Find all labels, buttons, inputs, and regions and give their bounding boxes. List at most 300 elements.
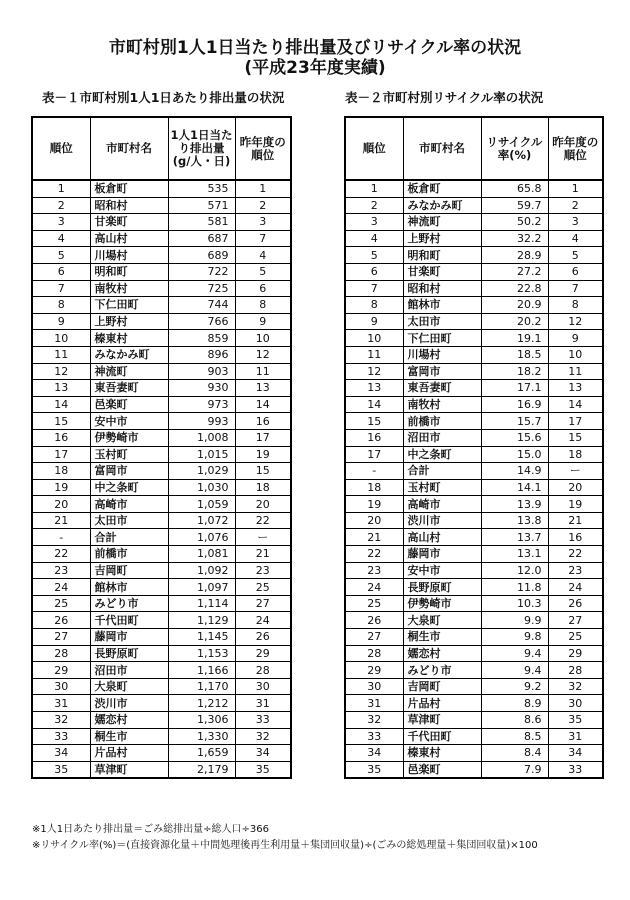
- cell-prev-rank: 24: [548, 579, 603, 596]
- cell-prev-rank: 34: [548, 745, 603, 762]
- cell-municipality: 伊勢崎市: [403, 595, 481, 612]
- cell-prev-rank: 32: [548, 678, 603, 695]
- cell-municipality: 合計: [403, 463, 481, 480]
- cell-municipality: 片品村: [90, 745, 168, 762]
- cell-prev-rank: 26: [548, 595, 603, 612]
- cell-prev-rank: 14: [548, 396, 603, 413]
- cell-prev-rank: 5: [548, 247, 603, 264]
- cell-rank: 22: [345, 546, 403, 563]
- cell-rank: 33: [345, 728, 403, 745]
- cell-municipality: 千代田町: [90, 612, 168, 629]
- cell-rank: 28: [32, 645, 90, 662]
- cell-prev-rank: 24: [235, 612, 291, 629]
- page-subtitle: (平成23年度実績): [244, 58, 386, 78]
- table-row: [345, 546, 603, 563]
- cell-value: 1,029: [168, 463, 235, 480]
- table-row: [32, 247, 291, 264]
- cell-municipality: 邑楽町: [403, 761, 481, 778]
- table-row: [345, 579, 603, 596]
- cell-prev-rank: 14: [235, 396, 291, 413]
- cell-prev-rank: 17: [235, 429, 291, 446]
- cell-rank: -: [345, 463, 403, 480]
- cell-value: 13.9: [481, 496, 548, 513]
- cell-rank: 19: [345, 496, 403, 513]
- table-row: [32, 512, 291, 529]
- cell-prev-rank: 10: [235, 330, 291, 347]
- cell-municipality: 藤岡市: [90, 629, 168, 646]
- cell-municipality: 下仁田町: [403, 330, 481, 347]
- cell-prev-rank: 28: [548, 662, 603, 679]
- cell-municipality: 甘楽町: [403, 263, 481, 280]
- table-row: [32, 712, 291, 729]
- cell-municipality: 榛東村: [90, 330, 168, 347]
- cell-municipality: 桐生市: [403, 629, 481, 646]
- cell-value: 8.9: [481, 695, 548, 712]
- cell-value: 10.3: [481, 595, 548, 612]
- table-row: [345, 330, 603, 347]
- header-municipality: 市町村名: [403, 117, 481, 180]
- cell-rank: 2: [345, 197, 403, 214]
- table-row: [32, 363, 291, 380]
- cell-value: 689: [168, 247, 235, 264]
- cell-prev-rank: 12: [235, 346, 291, 363]
- cell-rank: 30: [32, 678, 90, 695]
- cell-value: 722: [168, 263, 235, 280]
- table-row: [345, 297, 603, 314]
- cell-value: 930: [168, 380, 235, 397]
- cell-prev-rank: 17: [548, 413, 603, 430]
- cell-value: 1,081: [168, 546, 235, 563]
- table-row: [345, 479, 603, 496]
- table-row: [32, 695, 291, 712]
- cell-rank: 23: [32, 562, 90, 579]
- cell-rank: 33: [32, 728, 90, 745]
- table-row: [345, 662, 603, 679]
- cell-prev-rank: 20: [235, 496, 291, 513]
- cell-value: 14.9: [481, 463, 548, 480]
- cell-municipality: 板倉町: [90, 180, 168, 197]
- cell-prev-rank: 16: [235, 413, 291, 430]
- cell-rank: 9: [345, 313, 403, 330]
- cell-prev-rank: 33: [235, 712, 291, 729]
- cell-prev-rank: 26: [235, 629, 291, 646]
- cell-municipality: 嬬恋村: [403, 645, 481, 662]
- table-row: [32, 612, 291, 629]
- cell-prev-rank: 9: [548, 330, 603, 347]
- table-row: [345, 463, 603, 480]
- footnotes: [32, 822, 538, 854]
- cell-rank: 24: [345, 579, 403, 596]
- table-row: [345, 712, 603, 729]
- cell-prev-rank: 18: [235, 479, 291, 496]
- recycling-table: [344, 116, 604, 779]
- table-row: [345, 512, 603, 529]
- cell-value: 1,030: [168, 479, 235, 496]
- cell-municipality: 渋川市: [403, 512, 481, 529]
- cell-rank: 16: [345, 429, 403, 446]
- cell-municipality: 甘楽町: [90, 214, 168, 231]
- cell-rank: 17: [32, 446, 90, 463]
- table-row: [345, 363, 603, 380]
- cell-prev-rank: 25: [235, 579, 291, 596]
- cell-rank: 3: [32, 214, 90, 231]
- table-row: [32, 745, 291, 762]
- cell-value: 28.9: [481, 247, 548, 264]
- cell-rank: 24: [32, 579, 90, 596]
- cell-prev-rank: 10: [548, 346, 603, 363]
- cell-value: 687: [168, 230, 235, 247]
- cell-prev-rank: 21: [548, 512, 603, 529]
- cell-value: 1,059: [168, 496, 235, 513]
- cell-rank: 8: [345, 297, 403, 314]
- cell-rank: 27: [345, 629, 403, 646]
- cell-rank: 5: [345, 247, 403, 264]
- cell-municipality: 昭和村: [403, 280, 481, 297]
- table-row: [345, 180, 603, 197]
- cell-value: 766: [168, 313, 235, 330]
- footnote-emission-formula: ※1人1日あたり排出量＝ごみ総排出量÷総人口÷366: [32, 824, 269, 835]
- table1-caption: 表－１市町村別1人1日あたり排出量の状況: [42, 90, 285, 105]
- cell-value: 12.0: [481, 562, 548, 579]
- cell-prev-rank: 31: [548, 728, 603, 745]
- table-row: [32, 280, 291, 297]
- cell-municipality: 川場村: [403, 346, 481, 363]
- cell-rank: 20: [32, 496, 90, 513]
- cell-municipality: 大泉町: [403, 612, 481, 629]
- cell-municipality: 玉村町: [403, 479, 481, 496]
- cell-municipality: 安中市: [90, 413, 168, 430]
- cell-municipality: 藤岡市: [403, 546, 481, 563]
- cell-prev-rank: 7: [235, 230, 291, 247]
- cell-municipality: 高山村: [403, 529, 481, 546]
- cell-rank: 11: [345, 346, 403, 363]
- cell-municipality: 榛東村: [403, 745, 481, 762]
- cell-value: 8.6: [481, 712, 548, 729]
- cell-rank: 9: [32, 313, 90, 330]
- cell-value: 1,072: [168, 512, 235, 529]
- cell-rank: 3: [345, 214, 403, 231]
- cell-rank: 21: [345, 529, 403, 546]
- table-row: [345, 695, 603, 712]
- cell-prev-rank: 20: [548, 479, 603, 496]
- cell-municipality: 神流町: [403, 214, 481, 231]
- cell-value: 9.4: [481, 645, 548, 662]
- header-rank: 順位: [32, 117, 90, 180]
- cell-prev-rank: 4: [548, 230, 603, 247]
- cell-value: 9.2: [481, 678, 548, 695]
- cell-value: 1,129: [168, 612, 235, 629]
- cell-municipality: 吉岡町: [90, 562, 168, 579]
- cell-value: 27.2: [481, 263, 548, 280]
- cell-value: 993: [168, 413, 235, 430]
- table-row: [32, 214, 291, 231]
- cell-value: 1,659: [168, 745, 235, 762]
- cell-value: 1,166: [168, 662, 235, 679]
- cell-rank: 32: [345, 712, 403, 729]
- cell-municipality: 太田市: [403, 313, 481, 330]
- cell-municipality: 前橋市: [90, 546, 168, 563]
- cell-prev-rank: 30: [235, 678, 291, 695]
- cell-value: 8.5: [481, 728, 548, 745]
- table-row: [345, 280, 603, 297]
- cell-municipality: みどり市: [90, 595, 168, 612]
- cell-prev-rank: 15: [548, 429, 603, 446]
- cell-prev-rank: 9: [235, 313, 291, 330]
- cell-prev-rank: 3: [548, 214, 603, 231]
- table-header-row: [345, 117, 603, 180]
- table-row: [32, 629, 291, 646]
- table-row: [345, 678, 603, 695]
- table-row: [32, 562, 291, 579]
- cell-prev-rank: 18: [548, 446, 603, 463]
- cell-rank: 29: [345, 662, 403, 679]
- cell-municipality: みなかみ町: [90, 346, 168, 363]
- cell-value: 14.1: [481, 479, 548, 496]
- cell-value: 725: [168, 280, 235, 297]
- cell-rank: 16: [32, 429, 90, 446]
- cell-value: 9.4: [481, 662, 548, 679]
- cell-rank: 35: [345, 761, 403, 778]
- cell-value: 9.8: [481, 629, 548, 646]
- cell-rank: 10: [345, 330, 403, 347]
- cell-rank: 6: [32, 263, 90, 280]
- cell-municipality: 中之条町: [90, 479, 168, 496]
- cell-value: 1,330: [168, 728, 235, 745]
- cell-value: 17.1: [481, 380, 548, 397]
- page-title: 市町村別1人1日当たり排出量及びリサイクル率の状況: [108, 38, 522, 58]
- table-row: [345, 529, 603, 546]
- cell-prev-rank: 4: [235, 247, 291, 264]
- cell-rank: 1: [345, 180, 403, 197]
- cell-rank: 18: [345, 479, 403, 496]
- cell-municipality: 昭和村: [90, 197, 168, 214]
- cell-rank: 6: [345, 263, 403, 280]
- cell-value: 1,212: [168, 695, 235, 712]
- table-row: [345, 761, 603, 778]
- cell-rank: 19: [32, 479, 90, 496]
- cell-prev-rank: 7: [548, 280, 603, 297]
- cell-rank: 30: [345, 678, 403, 695]
- cell-rank: 13: [345, 380, 403, 397]
- cell-municipality: 嬬恋村: [90, 712, 168, 729]
- cell-prev-rank: 11: [235, 363, 291, 380]
- cell-value: 20.2: [481, 313, 548, 330]
- cell-rank: 29: [32, 662, 90, 679]
- cell-value: 65.8: [481, 180, 548, 197]
- cell-prev-rank: 2: [548, 197, 603, 214]
- table-row: [345, 446, 603, 463]
- table-row: [32, 429, 291, 446]
- cell-prev-rank: 1: [235, 180, 291, 197]
- cell-municipality: 伊勢崎市: [90, 429, 168, 446]
- table-row: [345, 496, 603, 513]
- table-header-row: [32, 117, 291, 180]
- cell-value: 896: [168, 346, 235, 363]
- cell-prev-rank: 1: [548, 180, 603, 197]
- cell-prev-rank: 5: [235, 263, 291, 280]
- cell-municipality: 上野村: [90, 313, 168, 330]
- footnote-recycling-formula: ※リサイクル率(%)＝(直接資源化量＋中間処理後再生利用量＋集団回収量)÷(ごみの総処理量＋集団回収量)×100: [32, 840, 538, 851]
- header-rank: 順位: [345, 117, 403, 180]
- cell-prev-rank: 12: [548, 313, 603, 330]
- table-row: [32, 180, 291, 197]
- cell-prev-rank: 13: [235, 380, 291, 397]
- table-row: [345, 562, 603, 579]
- header-prev-rank: 昨年度の順位: [548, 117, 603, 180]
- cell-value: 50.2: [481, 214, 548, 231]
- table-row: [345, 263, 603, 280]
- table-row: [32, 197, 291, 214]
- table-row: [345, 230, 603, 247]
- cell-rank: 27: [32, 629, 90, 646]
- cell-municipality: 富岡市: [403, 363, 481, 380]
- cell-rank: 13: [32, 380, 90, 397]
- cell-municipality: 南牧村: [90, 280, 168, 297]
- cell-prev-rank: 15: [235, 463, 291, 480]
- header-recycling-rate: リサイクル率(%): [481, 117, 548, 180]
- cell-value: 18.5: [481, 346, 548, 363]
- cell-prev-rank: 35: [235, 761, 291, 778]
- cell-rank: 14: [345, 396, 403, 413]
- cell-rank: 4: [345, 230, 403, 247]
- cell-value: 1,306: [168, 712, 235, 729]
- cell-rank: -: [32, 529, 90, 546]
- cell-rank: 18: [32, 463, 90, 480]
- cell-rank: 14: [32, 396, 90, 413]
- cell-prev-rank: 32: [235, 728, 291, 745]
- cell-prev-rank: 21: [235, 546, 291, 563]
- table-row: [32, 479, 291, 496]
- table-row: [32, 330, 291, 347]
- emission-table: [31, 116, 292, 779]
- cell-prev-rank: 25: [548, 629, 603, 646]
- table-row: [345, 612, 603, 629]
- cell-rank: 25: [345, 595, 403, 612]
- cell-municipality: 館林市: [403, 297, 481, 314]
- cell-prev-rank: 29: [235, 645, 291, 662]
- table-row: [345, 645, 603, 662]
- cell-value: 7.9: [481, 761, 548, 778]
- cell-municipality: 長野原町: [403, 579, 481, 596]
- cell-value: 581: [168, 214, 235, 231]
- table-row: [345, 380, 603, 397]
- table-row: [32, 446, 291, 463]
- cell-prev-rank: 28: [235, 662, 291, 679]
- cell-municipality: 安中市: [403, 562, 481, 579]
- cell-value: 22.8: [481, 280, 548, 297]
- cell-rank: 26: [32, 612, 90, 629]
- cell-value: 13.7: [481, 529, 548, 546]
- cell-municipality: 明和町: [90, 263, 168, 280]
- cell-municipality: 太田市: [90, 512, 168, 529]
- table-row: [32, 579, 291, 596]
- table-row: [32, 728, 291, 745]
- cell-value: 15.7: [481, 413, 548, 430]
- table-row: [32, 546, 291, 563]
- table-row: [345, 396, 603, 413]
- table-row: [32, 396, 291, 413]
- cell-municipality: 吉岡町: [403, 678, 481, 695]
- cell-rank: 25: [32, 595, 90, 612]
- cell-value: 11.8: [481, 579, 548, 596]
- table-row: [345, 745, 603, 762]
- cell-prev-rank: 22: [548, 546, 603, 563]
- cell-value: 13.8: [481, 512, 548, 529]
- cell-prev-rank: ー: [548, 463, 603, 480]
- cell-value: 18.2: [481, 363, 548, 380]
- table-row: [32, 761, 291, 778]
- cell-rank: 35: [32, 761, 90, 778]
- cell-municipality: 館林市: [90, 579, 168, 596]
- cell-value: 15.0: [481, 446, 548, 463]
- cell-rank: 31: [32, 695, 90, 712]
- cell-rank: 1: [32, 180, 90, 197]
- cell-municipality: 桐生市: [90, 728, 168, 745]
- cell-municipality: 沼田市: [403, 429, 481, 446]
- cell-prev-rank: ー: [235, 529, 291, 546]
- cell-rank: 2: [32, 197, 90, 214]
- cell-value: 13.1: [481, 546, 548, 563]
- cell-value: 973: [168, 396, 235, 413]
- cell-municipality: 玉村町: [90, 446, 168, 463]
- cell-value: 744: [168, 297, 235, 314]
- cell-municipality: 片品村: [403, 695, 481, 712]
- cell-rank: 26: [345, 612, 403, 629]
- cell-value: 32.2: [481, 230, 548, 247]
- cell-rank: 23: [345, 562, 403, 579]
- cell-value: 903: [168, 363, 235, 380]
- cell-rank: 20: [345, 512, 403, 529]
- cell-value: 59.7: [481, 197, 548, 214]
- cell-value: 1,076: [168, 529, 235, 546]
- cell-rank: 7: [345, 280, 403, 297]
- cell-prev-rank: 30: [548, 695, 603, 712]
- cell-prev-rank: 27: [235, 595, 291, 612]
- header-municipality: 市町村名: [90, 117, 168, 180]
- cell-value: 1,008: [168, 429, 235, 446]
- cell-prev-rank: 29: [548, 645, 603, 662]
- table-row: [32, 230, 291, 247]
- table-row: [32, 313, 291, 330]
- cell-prev-rank: 31: [235, 695, 291, 712]
- cell-value: 2,179: [168, 761, 235, 778]
- table-row: [32, 413, 291, 430]
- cell-rank: 10: [32, 330, 90, 347]
- cell-value: 535: [168, 180, 235, 197]
- cell-rank: 12: [345, 363, 403, 380]
- cell-municipality: 川場村: [90, 247, 168, 264]
- cell-rank: 21: [32, 512, 90, 529]
- table-row: [32, 662, 291, 679]
- cell-prev-rank: 16: [548, 529, 603, 546]
- cell-municipality: みなかみ町: [403, 197, 481, 214]
- cell-municipality: 南牧村: [403, 396, 481, 413]
- cell-municipality: 長野原町: [90, 645, 168, 662]
- table-row: [345, 595, 603, 612]
- table-row: [345, 413, 603, 430]
- cell-prev-rank: 11: [548, 363, 603, 380]
- cell-prev-rank: 3: [235, 214, 291, 231]
- cell-municipality: 沼田市: [90, 662, 168, 679]
- cell-prev-rank: 22: [235, 512, 291, 529]
- cell-value: 1,015: [168, 446, 235, 463]
- table-row: [345, 429, 603, 446]
- cell-rank: 32: [32, 712, 90, 729]
- table-row: [32, 463, 291, 480]
- table-row: [32, 346, 291, 363]
- cell-prev-rank: 23: [235, 562, 291, 579]
- table-row: [32, 263, 291, 280]
